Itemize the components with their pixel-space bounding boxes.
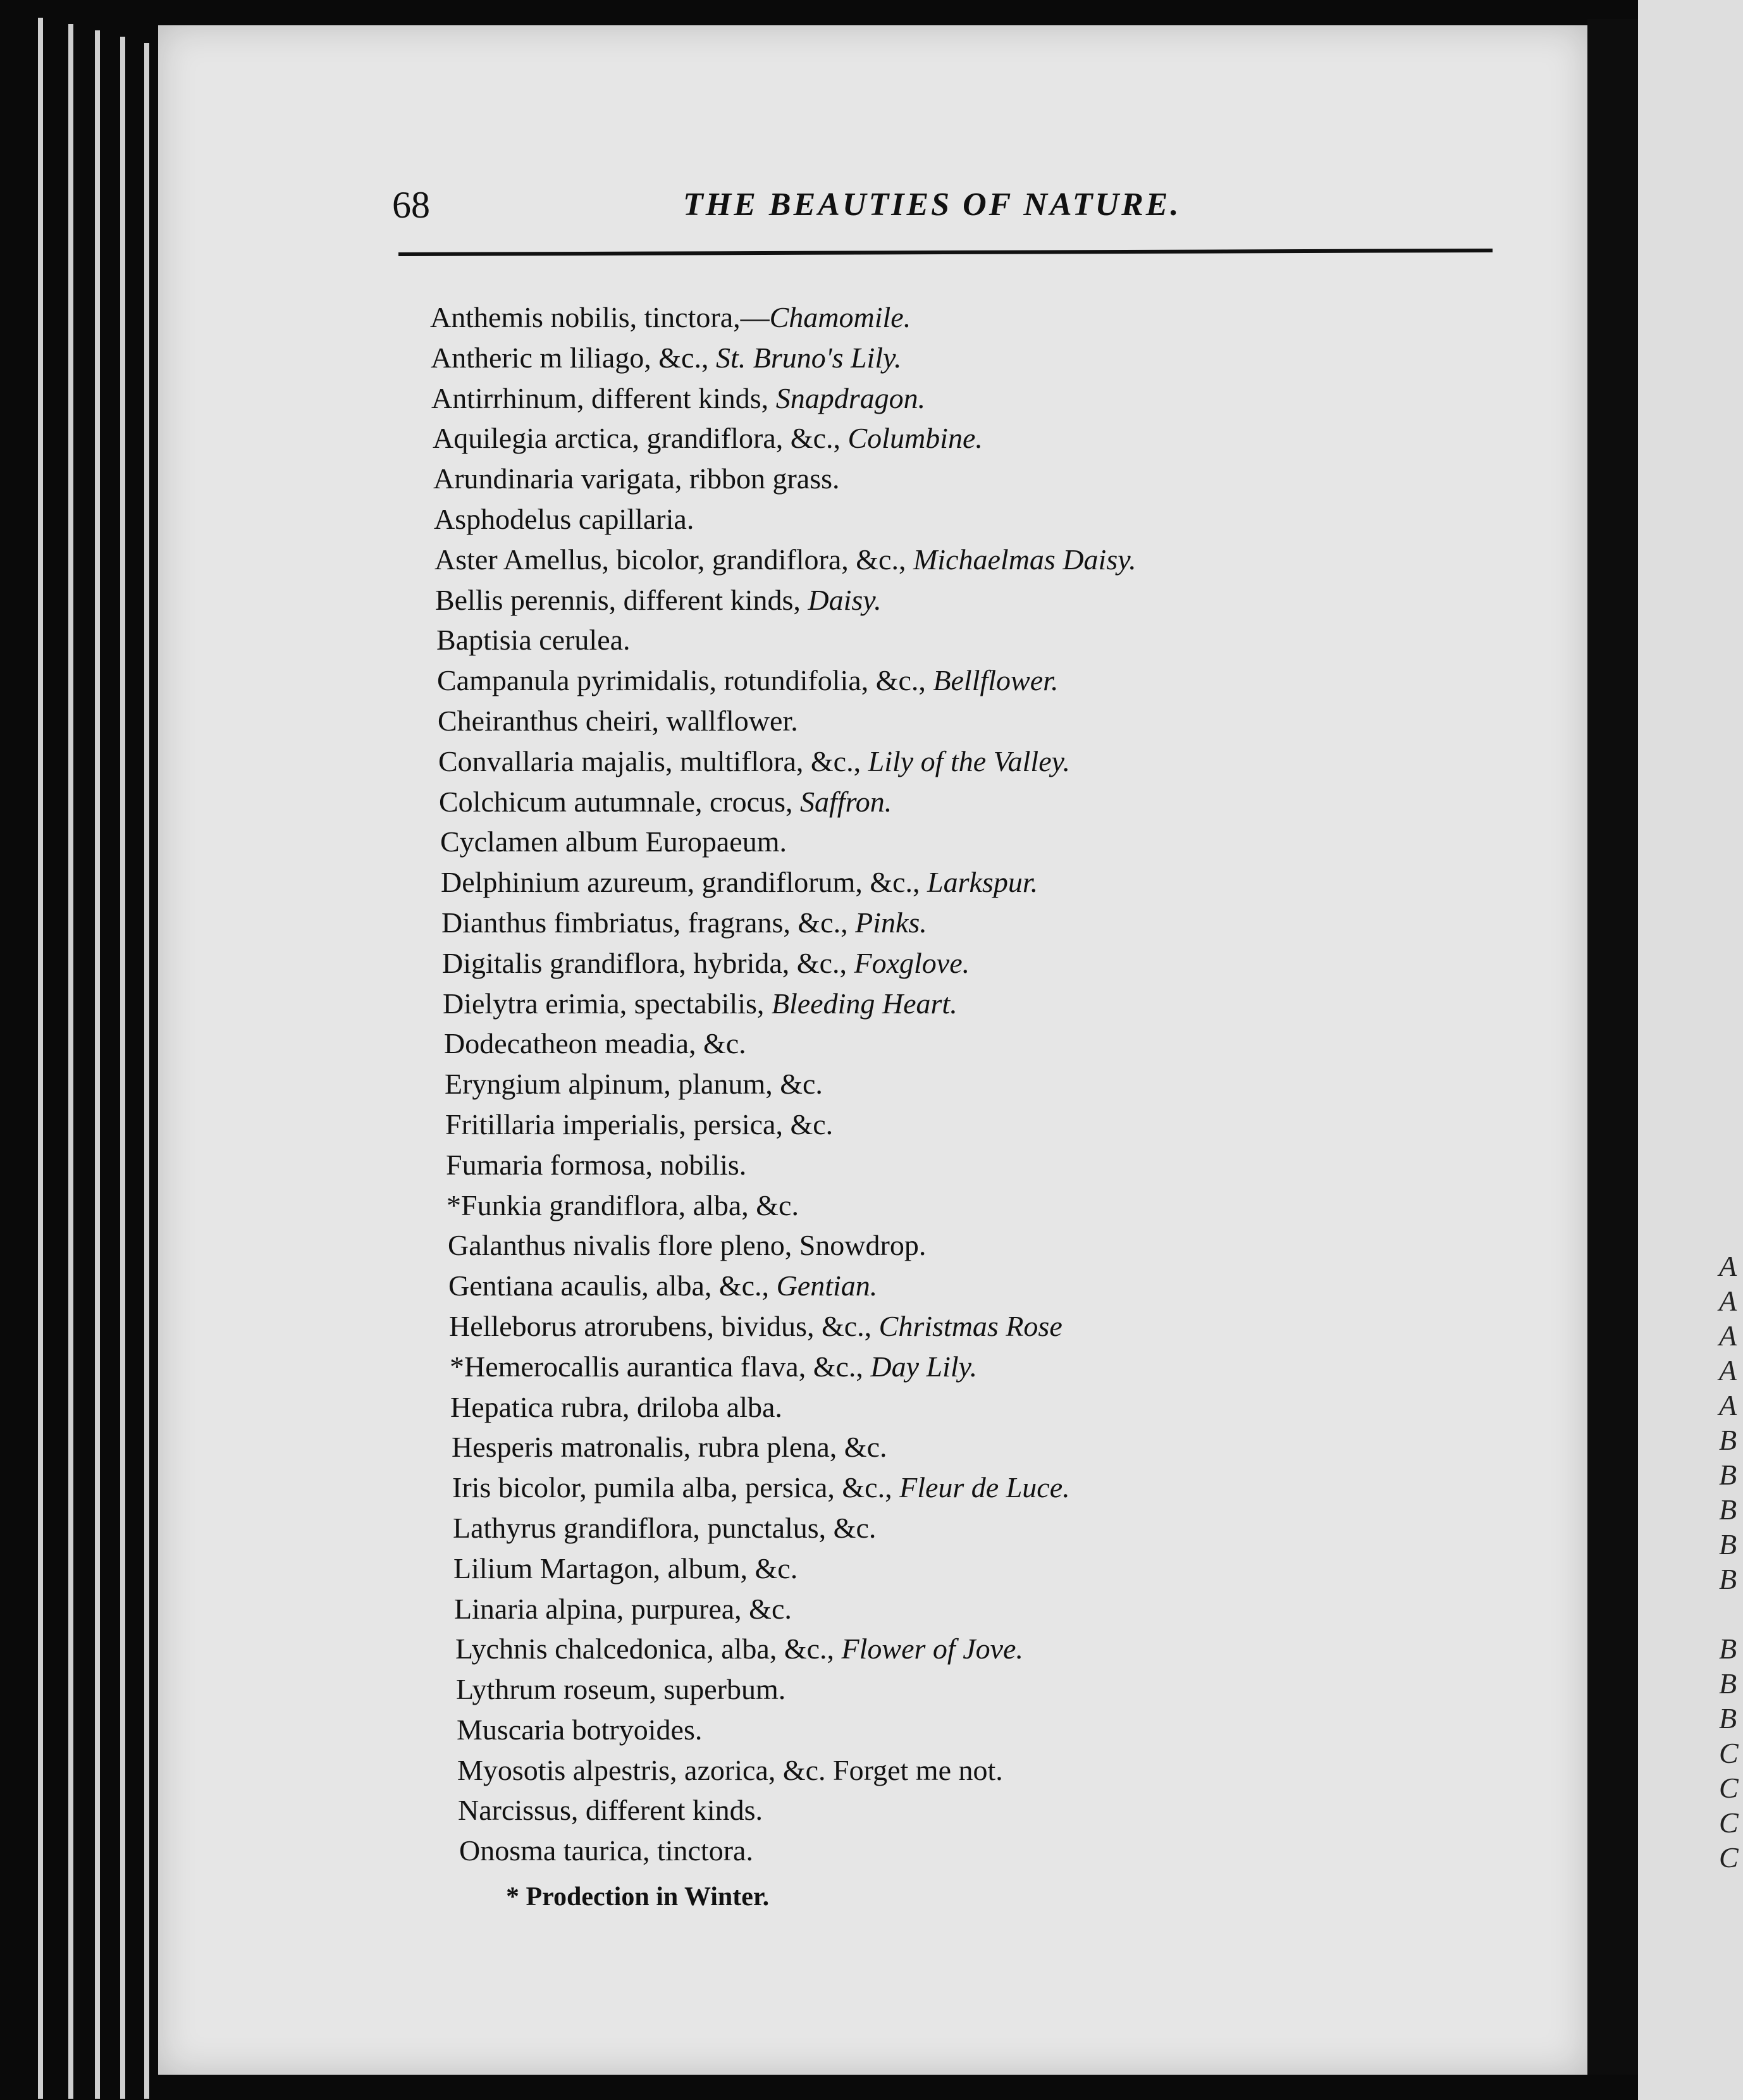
common-name: Christmas Rose — [878, 1309, 1062, 1342]
botanical-name: Colchicum autumnale, crocus, — [439, 785, 801, 818]
page-number: 68 — [392, 184, 430, 226]
facing-page-letter: C — [1719, 1841, 1739, 1874]
list-item — [430, 1145, 1442, 1185]
list-item — [430, 1023, 1442, 1064]
list-item — [430, 1548, 1442, 1589]
facing-page-letter: C — [1719, 1807, 1739, 1839]
common-name: Snapdragon. — [775, 381, 926, 414]
list-item — [430, 297, 1442, 338]
common-name: Michaelmas Daisy. — [913, 543, 1136, 576]
botanical-name: Eryngium alpinum, planum, &c. — [445, 1068, 823, 1101]
common-name: Chamomile. — [769, 301, 911, 333]
list-item — [430, 1185, 1442, 1226]
facing-page-letter: B — [1719, 1667, 1737, 1700]
botanical-name: Lathyrus grandiflora, punctalus, &c. — [453, 1511, 877, 1544]
botanical-name: Linaria alpina, purpurea, &c. — [454, 1592, 792, 1625]
footnote: * Prodection in Winter. — [506, 1882, 770, 1912]
botanical-name: Cheiranthus cheiri, wallflower. — [438, 704, 798, 737]
list-item — [430, 1347, 1442, 1387]
botanical-name: *Hemerocallis aurantica flava, &c., — [450, 1350, 871, 1383]
facing-page-letter: C — [1719, 1772, 1739, 1804]
botanical-name: Dianthus fimbriatus, fragrans, &c., — [441, 906, 856, 939]
botanical-name: Lythrum roseum, superbum. — [456, 1673, 786, 1706]
common-name: Bleeding Heart. — [771, 987, 958, 1020]
page-edge — [144, 43, 149, 2099]
botanical-name: Iris bicolor, pumila alba, persica, &c., — [452, 1471, 900, 1504]
list-item — [430, 1710, 1442, 1750]
botanical-name: Aster Amellus, bicolor, grandiflora, &c., — [434, 543, 913, 576]
botanical-name: Dielytra erimia, spectabilis, — [443, 987, 772, 1020]
list-item — [430, 660, 1442, 701]
page-edge — [38, 18, 43, 2099]
list-item — [430, 862, 1442, 903]
page-edge — [120, 37, 125, 2099]
list-item — [430, 499, 1442, 540]
botanical-name: Lychnis chalcedonica, alba, &c., — [455, 1633, 842, 1665]
common-name: Lily of the Valley. — [868, 744, 1071, 777]
common-name: Bellflower. — [933, 664, 1059, 697]
list-item — [430, 1225, 1442, 1266]
facing-page-letter: B — [1719, 1493, 1737, 1526]
common-name: Day Lily. — [870, 1350, 978, 1383]
list-item — [430, 701, 1442, 741]
botanical-name: Lilium Martagon, album, &c. — [453, 1552, 798, 1584]
botanical-name: Cyclamen album Europaeum. — [440, 825, 787, 858]
list-item — [430, 418, 1442, 459]
list-item — [430, 540, 1442, 580]
botanical-name: Antheric m liliago, &c., — [431, 341, 716, 374]
common-name: Gentian. — [776, 1269, 878, 1302]
botanical-name: Hepatica rubra, driloba alba. — [450, 1390, 782, 1423]
facing-page-letter: B — [1719, 1424, 1737, 1456]
list-item — [430, 741, 1442, 782]
facing-page-letter: B — [1719, 1563, 1737, 1595]
botanical-name: Delphinium azureum, grandiflorum, &c., — [441, 866, 928, 899]
list-item — [430, 1427, 1442, 1467]
facing-page-letter: C — [1719, 1737, 1739, 1769]
book-gutter — [1587, 19, 1638, 2075]
list-item — [430, 1266, 1442, 1306]
botanical-name: Dodecatheon meadia, &c. — [444, 1027, 746, 1060]
list-item — [430, 1669, 1442, 1710]
list-item — [430, 1467, 1442, 1508]
common-name: Larkspur. — [927, 866, 1038, 899]
common-name: Saffron. — [800, 785, 892, 818]
botanical-name: Fritillaria imperialis, persica, &c. — [445, 1108, 834, 1140]
botanical-name: Myosotis alpestris, azorica, &c. Forget me not. — [457, 1753, 1003, 1786]
common-name: St. Bruno's Lily. — [715, 341, 902, 374]
botanical-name: Gentiana acaulis, alba, &c., — [448, 1269, 777, 1302]
botanical-name: Digitalis grandiflora, hybrida, &c., — [442, 946, 854, 979]
botanical-name: Muscaria botryoides. — [457, 1713, 703, 1746]
list-item — [430, 338, 1442, 378]
botanical-name: Baptisia cerulea. — [436, 624, 631, 657]
list-item — [430, 903, 1442, 943]
common-name: Fleur de Luce. — [899, 1471, 1070, 1504]
list-item — [430, 620, 1442, 660]
facing-page-letter: B — [1719, 1459, 1737, 1491]
facing-page-letter: A — [1719, 1250, 1737, 1282]
botanical-name: Convallaria majalis, multiflora, &c., — [438, 744, 868, 777]
list-item — [430, 1750, 1442, 1791]
page-edge — [95, 30, 100, 2099]
botanical-name: Onosma taurica, tinctora. — [459, 1834, 753, 1867]
list-item — [430, 822, 1442, 862]
list-item — [430, 1064, 1442, 1104]
botanical-name: Anthemis nobilis, tinctora,— — [430, 301, 770, 333]
list-item — [430, 1508, 1442, 1548]
list-item — [430, 1629, 1442, 1669]
facing-page-letter: B — [1719, 1528, 1737, 1560]
list-item — [430, 1104, 1442, 1145]
list-item — [430, 984, 1442, 1024]
page-header — [392, 183, 1493, 234]
common-name: Foxglove. — [854, 946, 970, 979]
facing-page-letter: B — [1719, 1702, 1737, 1734]
botanical-name: Antirrhinum, different kinds, — [431, 381, 776, 414]
list-item — [430, 1387, 1442, 1428]
running-title: THE BEAUTIES OF NATURE. — [683, 187, 1181, 223]
botanical-name: Bellis perennis, different kinds, — [435, 583, 808, 616]
list-item — [430, 1790, 1442, 1831]
list-item — [430, 943, 1442, 984]
facing-page-letter: B — [1719, 1633, 1737, 1665]
facing-page-letter: A — [1719, 1285, 1737, 1317]
botanical-name: Helleborus atrorubens, bividus, &c., — [449, 1309, 879, 1342]
common-name: Pinks. — [855, 906, 927, 939]
list-item — [430, 782, 1442, 822]
botanical-name: Aquilegia arctica, grandiflora, &c., — [433, 422, 848, 455]
list-item — [430, 459, 1442, 499]
botanical-name: Narcissus, different kinds. — [458, 1794, 763, 1827]
list-item — [430, 580, 1442, 621]
page-edges — [38, 18, 164, 2099]
page-edge — [68, 24, 73, 2099]
botanical-name: Fumaria formosa, nobilis. — [446, 1148, 747, 1181]
common-name: Flower of Jove. — [841, 1633, 1023, 1665]
facing-page-letter: A — [1719, 1319, 1737, 1352]
common-name: Columbine. — [847, 422, 983, 455]
botanical-name: Campanula pyrimidalis, rotundifolia, &c., — [437, 664, 933, 697]
facing-page-letter: A — [1719, 1354, 1737, 1387]
botanical-name: *Funkia grandiflora, alba, &c. — [447, 1189, 799, 1221]
list-item — [430, 1306, 1442, 1347]
facing-page-letter: A — [1719, 1389, 1737, 1421]
plant-list — [430, 297, 1442, 1871]
list-item — [430, 378, 1442, 419]
botanical-name: Galanthus nivalis flore pleno, Snowdrop. — [448, 1229, 927, 1262]
botanical-name: Arundinaria varigata, ribbon grass. — [433, 462, 840, 495]
common-name: Daisy. — [808, 583, 882, 616]
botanical-name: Asphodelus capillaria. — [434, 502, 694, 535]
botanical-name: Hesperis matronalis, rubra plena, &c. — [452, 1431, 887, 1464]
list-item — [430, 1589, 1442, 1629]
list-item — [430, 1831, 1442, 1871]
